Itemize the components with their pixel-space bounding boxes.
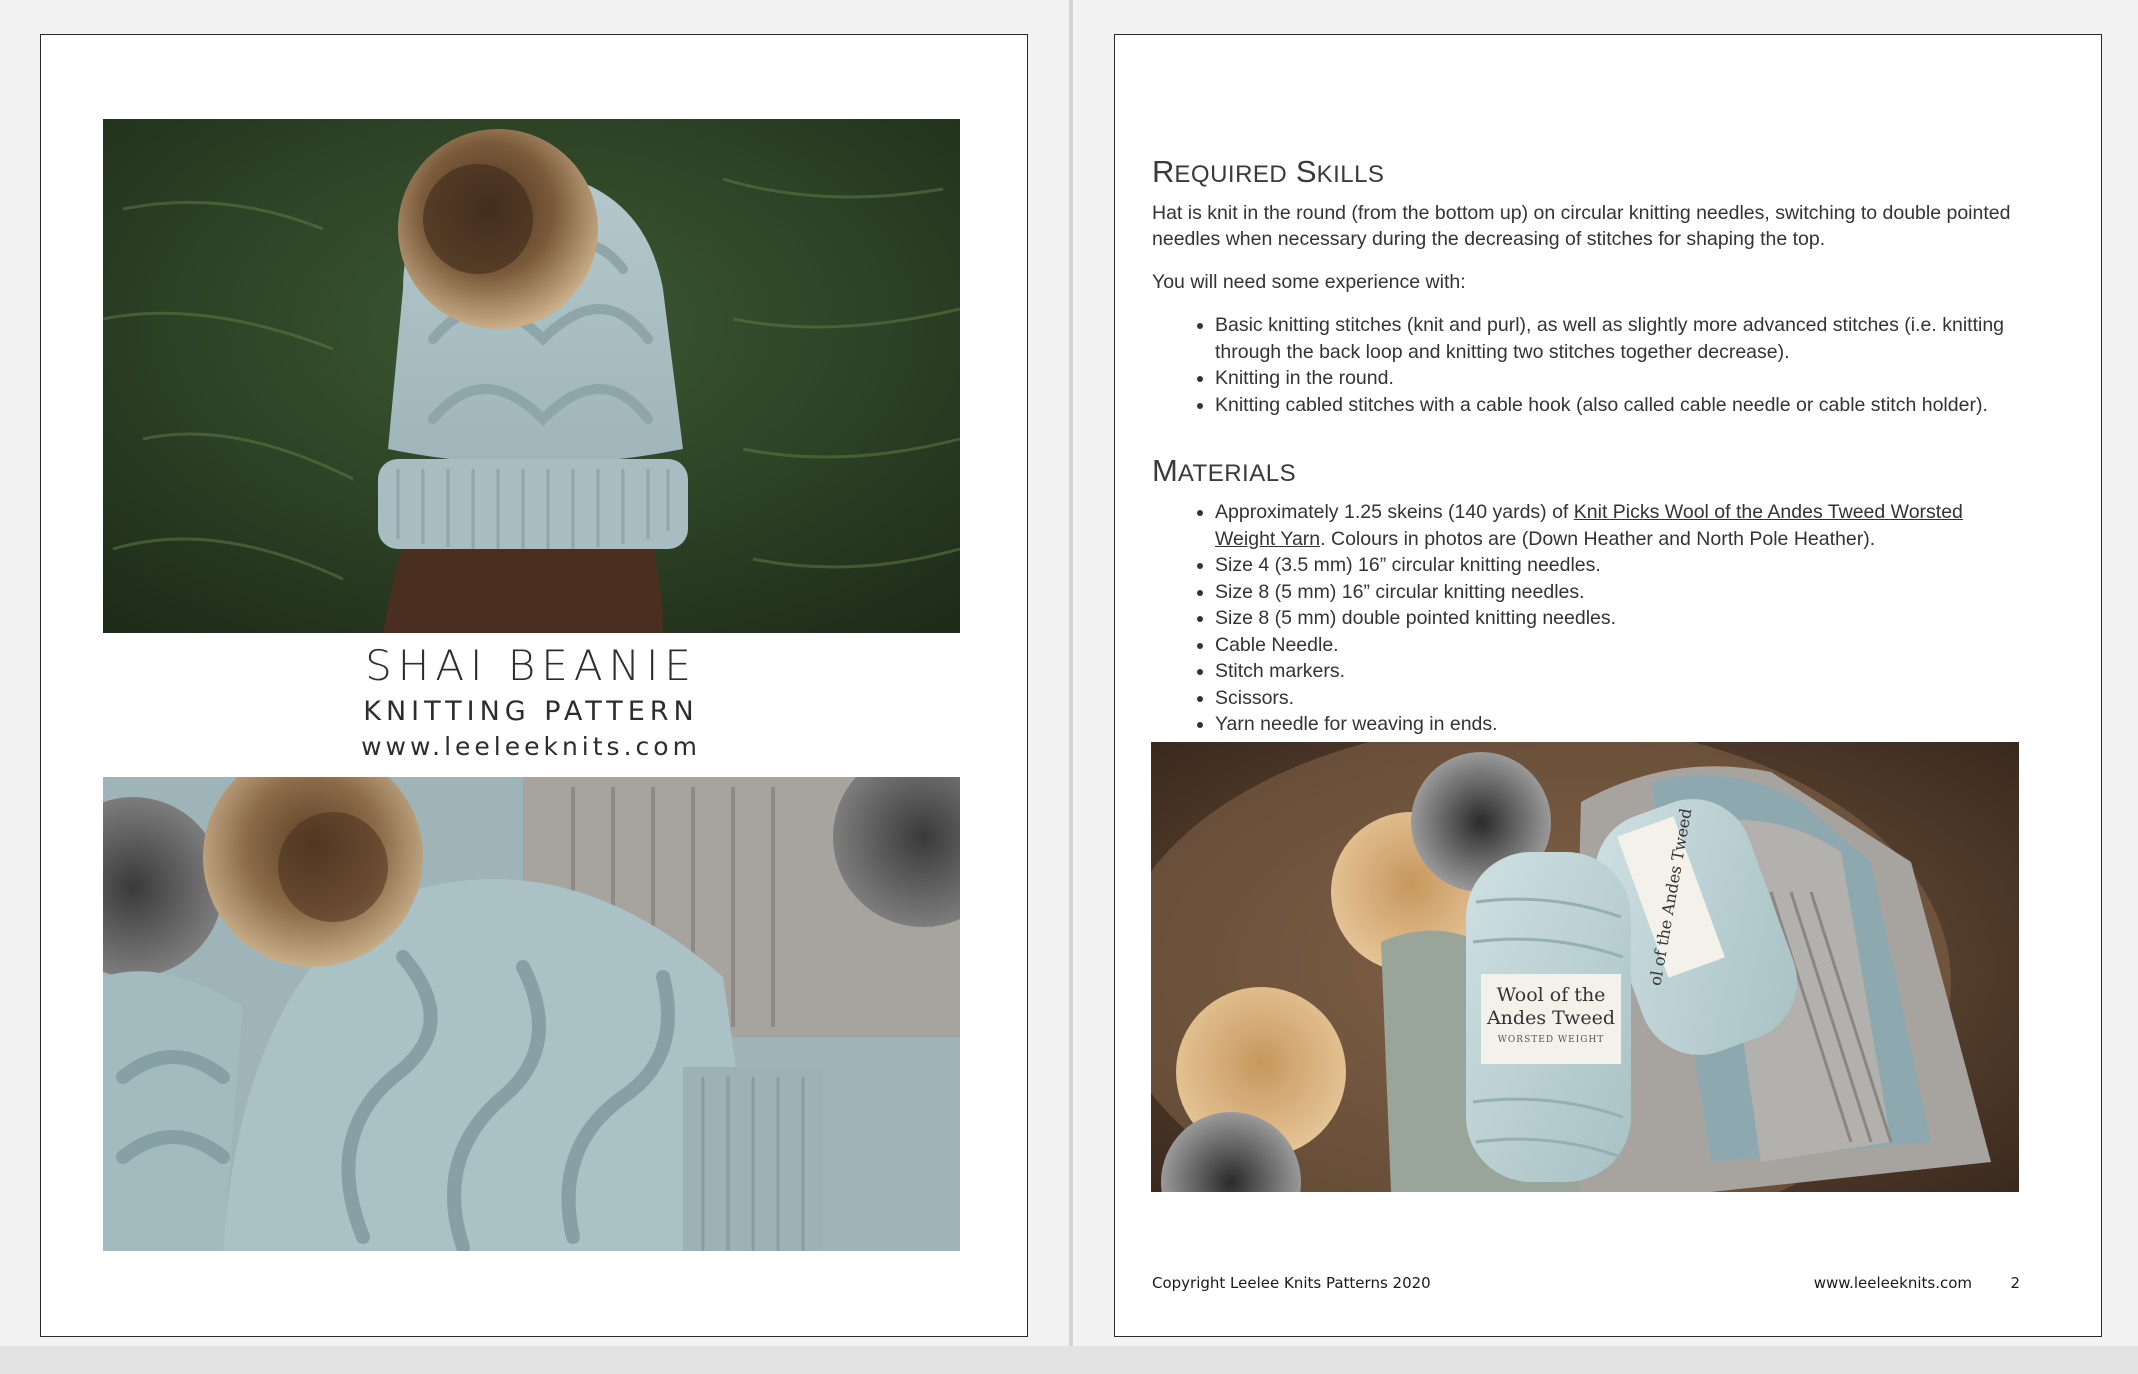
yarn-label-text: WORSTED WEIGHT xyxy=(1497,1035,1605,1045)
photo-yarn-and-beanies xyxy=(1151,742,2019,1192)
photo-beanie-flatlay xyxy=(103,777,960,1251)
page-cover xyxy=(40,34,1028,1337)
heading-rest: EQUIRED xyxy=(1174,161,1288,188)
list-item: • Basic knitting stitches (knit and purl), as well as slightly more advanced stitches (i.e. knitting through the back loop and knitting two stitches together decrease). xyxy=(1215,312,2020,365)
heading-rest: KILLS xyxy=(1316,161,1385,188)
beanie-back-illustration xyxy=(103,119,960,633)
heading-rest: ATERIALS xyxy=(1177,460,1297,487)
list-item: • Size 4 (3.5 mm) 16” circular knitting needles. xyxy=(1215,552,2020,579)
footer-copyright: Copyright Leelee Knits Patterns 2020 xyxy=(1152,1274,1431,1292)
heading-materials xyxy=(1152,452,2020,493)
yarn-label-text: Wool of the xyxy=(1496,984,1606,1006)
page-requirements xyxy=(1114,34,2102,1337)
materials-list xyxy=(1152,499,2020,764)
yarn-label-text: Andes Tweed xyxy=(1486,1007,1616,1029)
list-item: • Yarn needle for weaving in ends. xyxy=(1215,711,2020,738)
list-item: • Size 8 (5 mm) 16” circular knitting needles. xyxy=(1215,579,2020,606)
materials-yarn-text: Approximately 1.25 skeins (140 yards) of xyxy=(1215,501,1574,523)
skills-experience-lead: You will need some experience with: xyxy=(1152,271,1466,293)
yarn-label-text: ol of the Andes Tweed xyxy=(1645,806,1696,988)
list-item: • Cable Needle. xyxy=(1215,632,2020,659)
yarn-link[interactable]: Knit Picks Wool of the Andes Tweed Worsted Weight Yarn xyxy=(1215,501,1963,550)
cover-title-block xyxy=(81,640,981,764)
skills-list xyxy=(1152,312,2020,418)
list-item: • Knitting cabled stitches with a cable hook (also called cable needle or cable stitch holder). xyxy=(1215,392,2020,419)
heading-cap: M xyxy=(1152,453,1178,488)
list-item: • Knitting in the round. xyxy=(1215,365,2020,392)
page-2-content xyxy=(1152,119,2020,764)
viewer-bottom-bar xyxy=(0,1346,2138,1374)
heading-cap: R xyxy=(1152,154,1175,189)
heading-cap: S xyxy=(1295,154,1317,189)
list-item: • Scissors. xyxy=(1215,685,2020,712)
footer-website: www.leeleeknits.com xyxy=(1813,1274,1972,1292)
list-item xyxy=(1215,499,2020,552)
page-number: 2 xyxy=(2010,1274,2020,1292)
list-item: • Stitch markers. xyxy=(1215,658,2020,685)
photo-beanie-back-view xyxy=(103,119,960,633)
skills-intro: Hat is knit in the round (from the bottom up) on circular knitting needles, switching to double pointed needles when necessary during the decreasing of stitches for shaping the top. xyxy=(1152,202,2011,250)
yarn-illustration xyxy=(1151,742,2019,1192)
heading-required-skills xyxy=(1152,153,2020,194)
pattern-title: SHAI BEANIE xyxy=(365,641,697,690)
beanie-flatlay-illustration xyxy=(103,777,960,1251)
list-item: • Size 8 (5 mm) double pointed knitting needles. xyxy=(1215,605,2020,632)
materials-yarn-colours: . Colours in photos are (Down Heather and North Pole Heather). xyxy=(1320,527,1876,550)
cover-website: www.leeleeknits.com xyxy=(361,732,701,761)
pattern-subtitle: KNITTING PATTERN xyxy=(363,696,699,727)
